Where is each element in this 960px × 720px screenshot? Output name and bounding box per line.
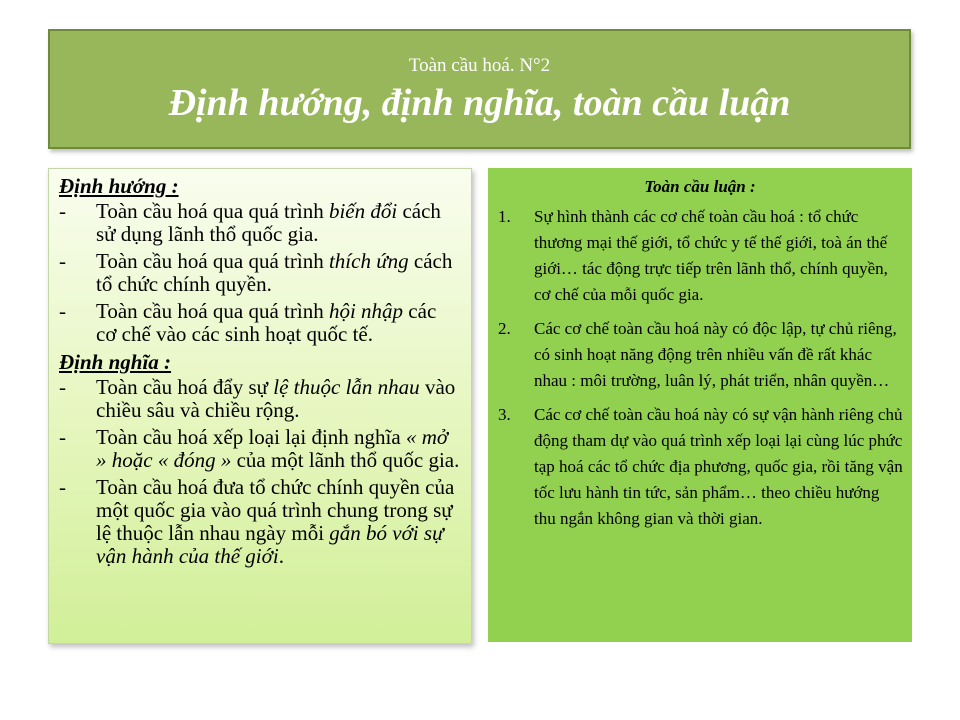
globalism-panel — [488, 168, 912, 642]
item-emphasis: lệ thuộc lẫn nhau — [273, 375, 420, 399]
item-text: . — [278, 544, 284, 568]
list-item — [59, 300, 461, 346]
item-text: Toàn cầu hoá đưa tổ chức chính quyền của một quốc gia vào quá trình chung trong sự lệ thuộc lẫn nhau ngày mỗi — [96, 475, 455, 545]
list-item — [59, 250, 461, 296]
orientation-list — [59, 200, 461, 346]
item-text: Toàn cầu hoá qua quá trình — [96, 299, 329, 323]
item-emphasis: biến đổi — [328, 199, 398, 223]
item-text: cách tổ chức chính quyền. — [96, 249, 453, 296]
dash-marker: - — [59, 375, 66, 399]
item-emphasis: thích ứng — [328, 249, 409, 273]
list-item — [59, 376, 461, 422]
dash-marker: - — [59, 475, 66, 499]
definitions-panel — [48, 168, 472, 644]
item-text: Các cơ chế toàn cầu hoá này có độc lập, tự chủ riêng, có sinh hoạt năng động trên nhiều vấn đề rất khác nhau : môi trường, luân lý, phát triển, nhân quyền… — [534, 319, 897, 390]
orientation-heading: Định hướng : — [59, 174, 179, 198]
list-item — [59, 426, 461, 472]
dash-marker: - — [59, 425, 66, 449]
item-emphasis: gắn bó với sự vận hành của thế giới — [96, 521, 444, 568]
item-text: của một lãnh thổ quốc gia. — [231, 448, 460, 472]
item-text: Toàn cầu hoá xếp loại lại định nghĩa — [96, 425, 406, 449]
definition-list — [59, 376, 461, 568]
item-text: cách sử dụng lãnh thổ quốc gia. — [96, 199, 441, 246]
item-emphasis: hội nhập — [328, 299, 404, 323]
list-item — [59, 200, 461, 246]
list-item — [496, 204, 904, 308]
item-text: các cơ chế vào các sinh hoạt quốc tế. — [96, 299, 437, 346]
slide-subtitle: Toàn cầu hoá. N°2 — [408, 55, 551, 76]
dash-marker: - — [59, 299, 66, 323]
number-marker: 2. — [498, 319, 511, 338]
dash-marker: - — [59, 199, 66, 223]
item-emphasis: « mở » hoặc « đóng » — [96, 425, 449, 472]
list-item — [496, 316, 904, 394]
globalism-list — [496, 204, 904, 532]
number-marker: 1. — [498, 207, 511, 226]
list-item — [496, 402, 904, 532]
list-item — [59, 476, 461, 568]
globalism-heading: Toàn cầu luận : — [644, 177, 756, 196]
number-marker: 3. — [498, 405, 511, 424]
title-banner — [48, 29, 911, 149]
dash-marker: - — [59, 249, 66, 273]
item-text: Các cơ chế toàn cầu hoá này có sự vận hành riêng chủ động tham dự vào quá trình xếp loại lại cùng lúc phức tạp hoá các tổ chức địa phương, quốc gia, rồi tăng vận tốc lưu hành tin tức, sản phẩm… theo chiều hướng thu ngắn không gian và thời gian. — [534, 405, 903, 528]
item-text: vào chiều sâu và chiều rộng. — [96, 375, 456, 422]
definition-heading: Định nghĩa : — [59, 350, 172, 374]
item-text: Toàn cầu hoá đẩy sự — [96, 375, 274, 399]
slide-title: Định hướng, định nghĩa, toàn cầu luận — [168, 82, 791, 124]
item-text: Toàn cầu hoá qua quá trình — [96, 199, 329, 223]
item-text: Sự hình thành các cơ chế toàn cầu hoá : tổ chức thương mại thế giới, tổ chức y tế thế giới, toà án thế giới… tác động trực tiếp trên lãnh thổ, chính quyền, cơ chế của mỗi quốc gia. — [534, 207, 888, 304]
item-text: Toàn cầu hoá qua quá trình — [96, 249, 329, 273]
